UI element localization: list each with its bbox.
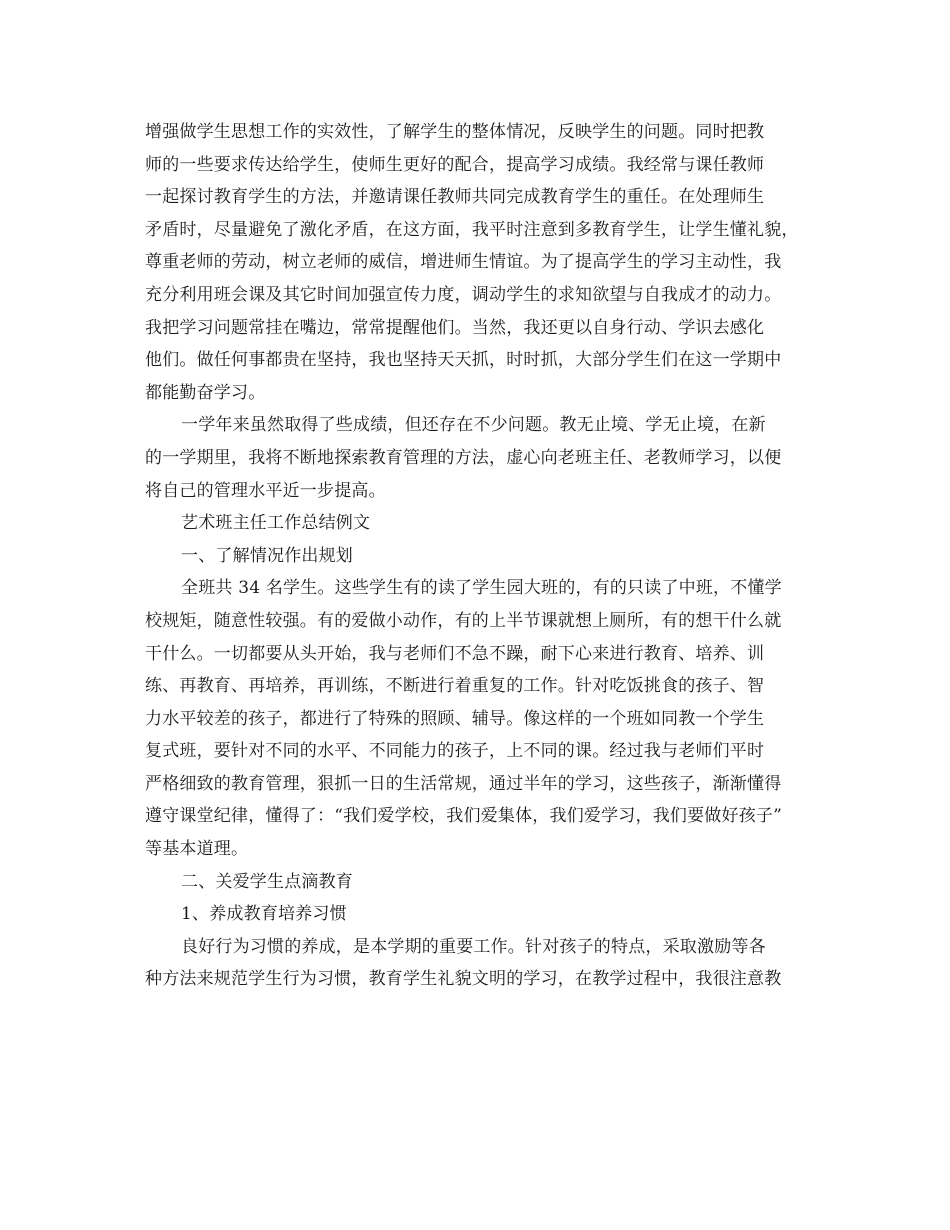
text-line: 充分利用班会课及其它时间加强宣传力度，调动学生的求知欲望与自我成才的动力。 (145, 284, 782, 305)
text-line: 增强做学生思想工作的实效性，了解学生的整体情况，反映学生的问题。同时把教 (145, 122, 765, 142)
text-line: 严格细致的教育管理，狠抓一日的生活常规，通过半年的学习，这些孩子，渐渐懂得 (145, 773, 782, 794)
text-line: 种方法来规范学生行为习惯，教育学生礼貌文明的学习，在教学过程中，我很注意教 (145, 969, 782, 990)
paragraph-start-line: 一学年来虽然取得了些成绩，但还存在不少问题。教无止境、学无止境，在新 (181, 415, 766, 436)
text-line: 干什么。一切都要从头开始，我与老师们不急不躁，耐下心来进行教育、培养、训 (145, 643, 765, 664)
section-heading: 一、了解情况作出规划 (181, 545, 353, 566)
text-line: 一起探讨教育学生的方法，并邀请课任教师共同完成教育学生的重任。在处理师生 (145, 187, 765, 208)
text-line: 都能勤奋学习。 (145, 382, 266, 403)
text-line: 练、再教育、再培养，再训练，不断进行着重复的工作。针对吃饭挑食的孩子、智 (145, 676, 765, 697)
text-line: 的一学期里，我将不断地探索教育管理的方法，虚心向老班主任、老教师学习，以便 (145, 447, 782, 468)
text-line: 等基本道理。 (145, 839, 249, 860)
paragraph-start-line: 全班共 34 名学生。这些学生有的读了学生园大班的，有的只读了中班，不懂学 (181, 578, 782, 599)
section-heading: 二、关爱学生点滴教育 (181, 871, 353, 892)
section-title: 艺术班主任工作总结例文 (181, 513, 371, 534)
text-line: 复式班，要针对不同的水平、不同能力的孩子，上不同的课。经过我与老师们平时 (145, 741, 765, 762)
text-line: 他们。做任何事都贵在坚持，我也坚持天天抓，时时抓，大部分学生们在这一学期中 (145, 350, 782, 371)
subsection-heading: 1、养成教育培养习惯 (181, 904, 347, 925)
document-body (145, 116, 825, 996)
text-line: 尊重老师的劳动，树立老师的威信，增进师生情谊。为了提高学生的学习主动性，我 (145, 252, 782, 273)
text-line: 师的一些要求传达给学生，使师生更好的配合，提高学习成绩。我经常与课任教师 (145, 154, 765, 175)
text-line: 遵守课堂纪律，懂得了：“我们爱学校，我们爱集体，我们爱学习，我们要做好孩子” (145, 806, 782, 827)
text-line: 校规矩，随意性较强。有的爱做小动作，有的上半节课就想上厕所，有的想干什么就 (145, 610, 782, 631)
text-line: 将自己的管理水平近一步提高。 (145, 480, 386, 501)
text-line: 力水平较差的孩子，都进行了特殊的照顾、辅导。像这样的一个班如同教一个学生 (145, 708, 765, 729)
paragraph-start-line: 良好行为习惯的养成，是本学期的重要工作。针对孩子的特点，采取激励等各 (181, 936, 766, 957)
text-line: 矛盾时，尽量避免了激化矛盾，在这方面，我平时注意到多教育学生，让学生懂礼貌， (145, 219, 799, 240)
text-line: 我把学习问题常挂在嘴边，常常提醒他们。当然，我还更以自身行动、学识去感化 (145, 317, 765, 338)
